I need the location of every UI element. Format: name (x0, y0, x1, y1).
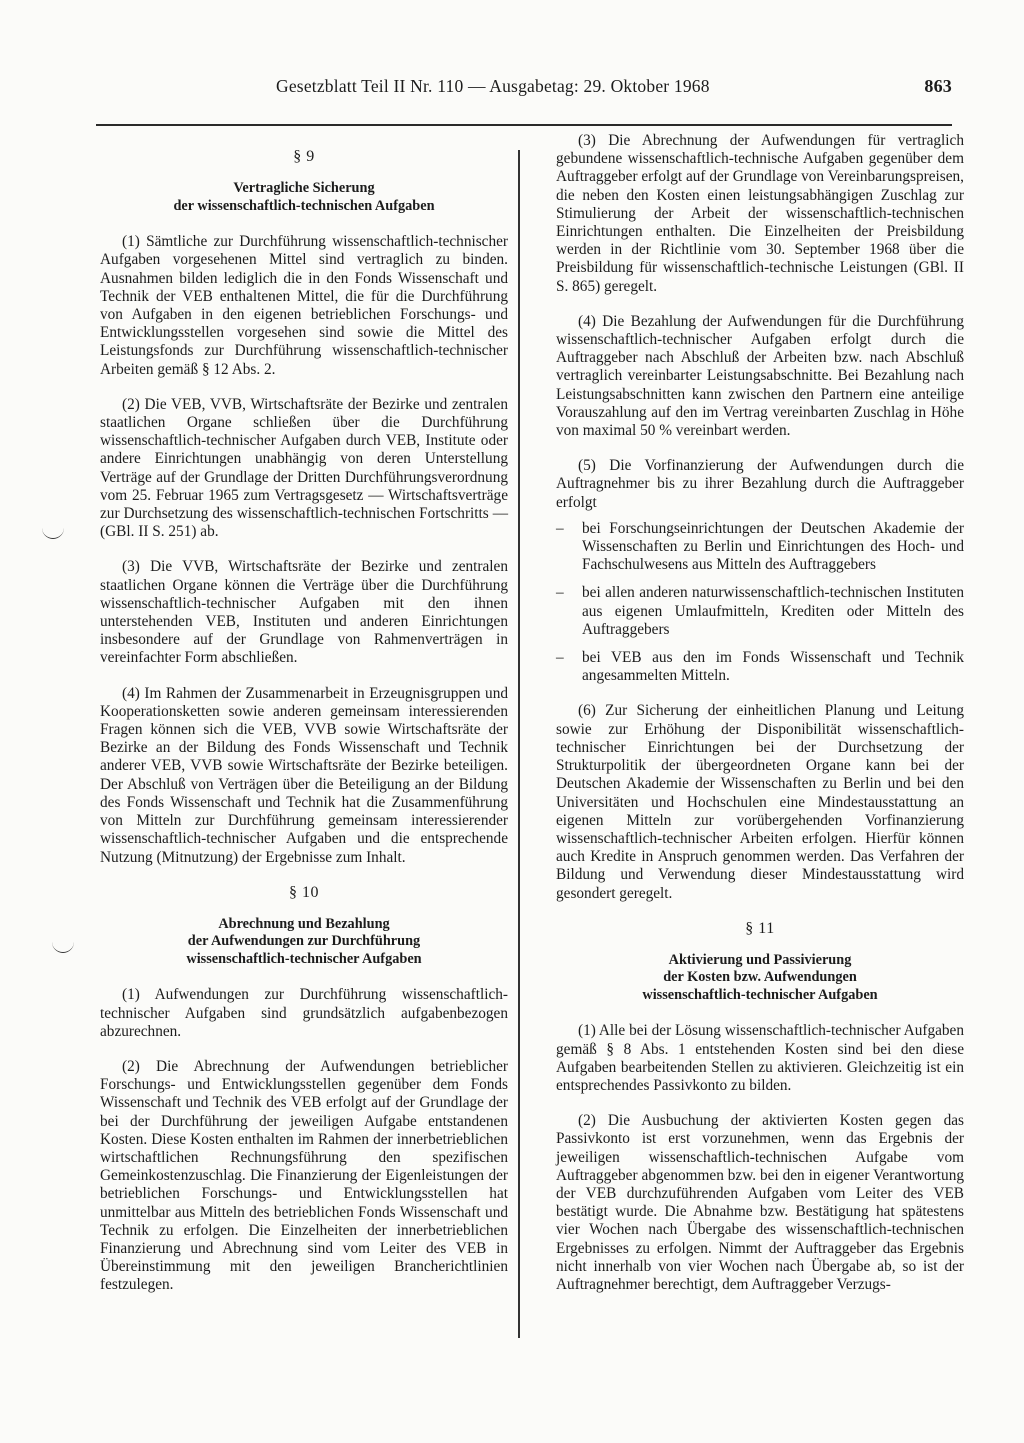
dash-marker: – (556, 519, 564, 537)
section-number: § 11 (745, 919, 775, 937)
list-item-text: bei Forschungseinrichtungen der Deutschen Akademie der Wissenschaften zu Berlin und Einrichtungen des Hoch- und Fachschulwesens aus Mitteln des Auftraggebers (582, 519, 964, 574)
dash-list (556, 520, 964, 686)
paragraph: (2) Die Abrechnung der Aufwendungen betrieblicher Forschungs- und Entwicklungsstellen gegenüber dem Fonds Wissenschaft und Technik des VEB erfolgt auf der Grundlage der bei der Durchführung der jeweiligen Aufgabe entstandenen Kosten. Diese Kosten enthalten im Rahmen der innerbetrieblichen wirtschaftlichen Rechnungsführung den spezifischen Gemeinkostenzuschlag. Die Finanzierung der Eigenleistungen der betrieblichen Forschungs- und Entwicklungsstellen hat unmittelbar aus Mitteln des betrieblichen Fonds Wissenschaft und Technik zu erfolgen. Die Einzelheiten der innerbetrieblichen Finanzierung und Abrechnung sind vom Leiter des VEB in Übereinstimmung mit den jeweiligen Brancherichtlinien festzulegen. (100, 1058, 508, 1294)
paragraph: (1) Aufwendungen zur Durchführung wissenschaftlich-technischer Aufgaben sind grundsätzlich aufgabenbezogen abzurechnen. (100, 986, 508, 1040)
section-number: § 9 (293, 148, 315, 165)
margin-mark (42, 528, 64, 539)
column-divider (518, 150, 520, 1338)
section-title (556, 952, 964, 1005)
paragraph: (4) Im Rahmen der Zusammenarbeit in Erzeugnisgruppen und Kooperationsketten sowie anderen gemeinsam interessierenden Fragen können sich die VEB, VVB sowie Wirtschaftsräte der Bezirke an der Bildung des Fonds Wissenschaft und Technik anderer VEB, VVB sowie Wirtschaftsräte der Bezirke beteiligen. Der Abschluß von Verträgen über die Beteiligung an der Bildung des Fonds Wissenschaft und Technik hat die Zusammenführung von Mitteln zur Durchführung gemeinsam interessierender wissenschaftlich-technischer Aufgaben und die entsprechende Nutzung (Mitnutzung) der Ergebnisse zum Inhalt. (100, 684, 508, 866)
paragraph: (4) Die Bezahlung der Aufwendungen für die Durchführung wissenschaftlich-technischer Aufgaben erfolgt durch die Auftraggeber nach Abschluß der Arbeiten bzw. nach Abschluß vertraglich vereinbarter Leistungsabschnitte. Bei Bezahlung nach Leistungsabschnitten kann zwischen den Partnern eine anteilige Vorauszahlung auf den im Vertrag vereinbarten Zuschlag in Höhe von maximal 50 % vereinbart werden. (556, 312, 964, 440)
left-column (100, 148, 508, 1312)
section-title-line: der Aufwendungen zur Durchführung (187, 933, 421, 950)
right-column (556, 132, 964, 1311)
list-item (556, 520, 964, 575)
section-title-line: Aktivierung und Passivierung (668, 951, 852, 968)
section-title-line: Abrechnung und Bezahlung (218, 915, 390, 932)
dash-marker: – (556, 584, 564, 602)
section-title-line: wissenschaftlich-technischer Aufgaben (642, 986, 878, 1003)
paragraph: (5) Die Vorfinanzierung der Aufwendungen durch die Auftragnehmer bis zu ihrer Bezahlung durch die Auftraggeber erfolgt (556, 457, 964, 511)
section-title-line: der wissenschaftlich-technischen Aufgaben (173, 197, 435, 214)
paragraph: (1) Alle bei der Lösung wissenschaftlich-technischer Aufgaben gemäß § 8 Abs. 1 entstehenden Kosten sind bei den diese Aufgaben bearbeitenden Stellen zu aktivieren. Gleichzeitig ist ein entsprechendes Passivkonto zu bilden. (556, 1022, 964, 1095)
paragraph: (2) Die Ausbuchung der aktivierten Kosten gegen das Passivkonto ist erst vorzunehmen, wenn das Ergebnis der jeweiligen wissenschaftlich-technischen Aufgabe vom Auftraggeber abgenommen bzw. bei den in eigener Verantwortung der VEB durchzuführenden Aufgaben vom Leiter des VEB bestätigt wurde. Die Abnahme bzw. Bestätigung hat spätestens vier Wochen nach Übergabe des wissenschaftlich-technischen Ergebnisses zu erfolgen. Nimmt der Auftraggeber das Ergebnis nicht innerhalb von vier Wochen nach Übergabe ab, so ist der Auftragnehmer berechtigt, dem Auftraggeber Verzugs- (556, 1112, 964, 1294)
list-item-text: bei VEB aus den im Fonds Wissenschaft und Technik angesammelten Mitteln. (582, 649, 964, 685)
list-item (556, 649, 964, 685)
header-text: Gesetzblatt Teil II Nr. 110 — Ausgabetag: 29. Oktober 1968 (276, 76, 710, 96)
section-title (100, 180, 508, 215)
section-number: § 10 (289, 883, 319, 901)
header-rule (96, 124, 952, 126)
section-title-line: wissenschaftlich-technischer Aufgaben (186, 950, 422, 967)
paragraph: (3) Die VVB, Wirtschaftsräte der Bezirke und zentralen staatlichen Organe können die Verträge über die Durchführung wissenschaftlich-technischer Aufgaben mit den ihnen unterstehenden VEB, Instituten und anderen Einrichtungen insbesondere auf der Grundlage von Rahmenverträgen in vereinfachter Form abschließen. (100, 558, 508, 667)
section-title (100, 916, 508, 969)
list-item-text: bei allen anderen naturwissenschaftlich-technischen Instituten aus eigenen Umlaufmitteln, Krediten oder Mitteln des Auftraggebers (582, 584, 964, 638)
dash-marker: – (556, 649, 564, 667)
paragraph: (6) Zur Sicherung der einheitlichen Planung und Leitung sowie zur Erhöhung der Disponibilität wissenschaftlich-technischer Einrichtungen bei der Durchsetzung der Strukturpolitik der übergeordneten Organe kann bei der Deutschen Akademie der Wissenschaften zu Berlin und bei den Universitäten und Hochschulen eine Mindestausstattung an eigenen Mitteln zur vorübergehenden Vorfinanzierung wissenschaftlich-technischer Arbeiten erfolgen. Hierfür können auch Kredite in Anspruch genommen werden. Das Verfahren der Bildung und Verwendung dieser Mindestausstattung wird gesondert geregelt. (556, 702, 964, 902)
paragraph: (1) Sämtliche zur Durchführung wissenschaftlich-technischer Aufgaben vorgesehenen Mittel sind vertraglich zu binden. Ausnahmen bilden lediglich die in den Fonds Wissenschaft und Technik der VEB enthaltenen Mittel, die für die Durchführung von Aufgaben in den eigenen betrieblichen Forschungs- und Entwicklungsstellen vorgesehen sind sowie die Mittel des Leistungsfonds zur Durchführung wissenschaftlich-technischer Arbeiten gemäß § 12 Abs. 2. (100, 233, 508, 378)
paragraph: (3) Die Abrechnung der Aufwendungen für vertraglich gebundene wissenschaftlich-technische Aufgaben gegenüber dem Auftraggeber erfolgt auf der Grundlage von Vereinbarungspreisen, die neben den Kosten einen leistungsabhängigen Zuschlag zur Stimulierung der Arbeit der wissenschaftlich-technischen Einrichtungen enthalten. Die Einzelheiten der Preisbildung werden in der Richtlinie vom 30. September 1968 über die Preisbildung für wissenschaftlich-technische Leistungen (GBl. II S. 865) geregelt. (556, 132, 964, 295)
margin-mark (52, 942, 74, 953)
section-title-line: Vertragliche Sicherung (233, 180, 375, 197)
section-title-line: der Kosten bzw. Aufwendungen (663, 969, 857, 986)
paragraph: (2) Die VEB, VVB, Wirtschaftsräte der Bezirke und zentralen staatlichen Organe schließen über die Durchführung wissenschaftlich-technischer Aufgaben durch VEB, Institute oder andere Einrichtungen unabhängig von deren Unterstellung Verträge auf der Grundlage der Dritten Durchführungsverordnung vom 25. Februar 1965 zum Vertragsgesetz — Wirtschaftsverträge zur Durchsetzung des wissenschaftlich-technischen Fortschritts — (GBl. II S. 251) ab. (100, 395, 508, 541)
list-item (556, 584, 964, 639)
page-number: 863 (924, 76, 952, 96)
